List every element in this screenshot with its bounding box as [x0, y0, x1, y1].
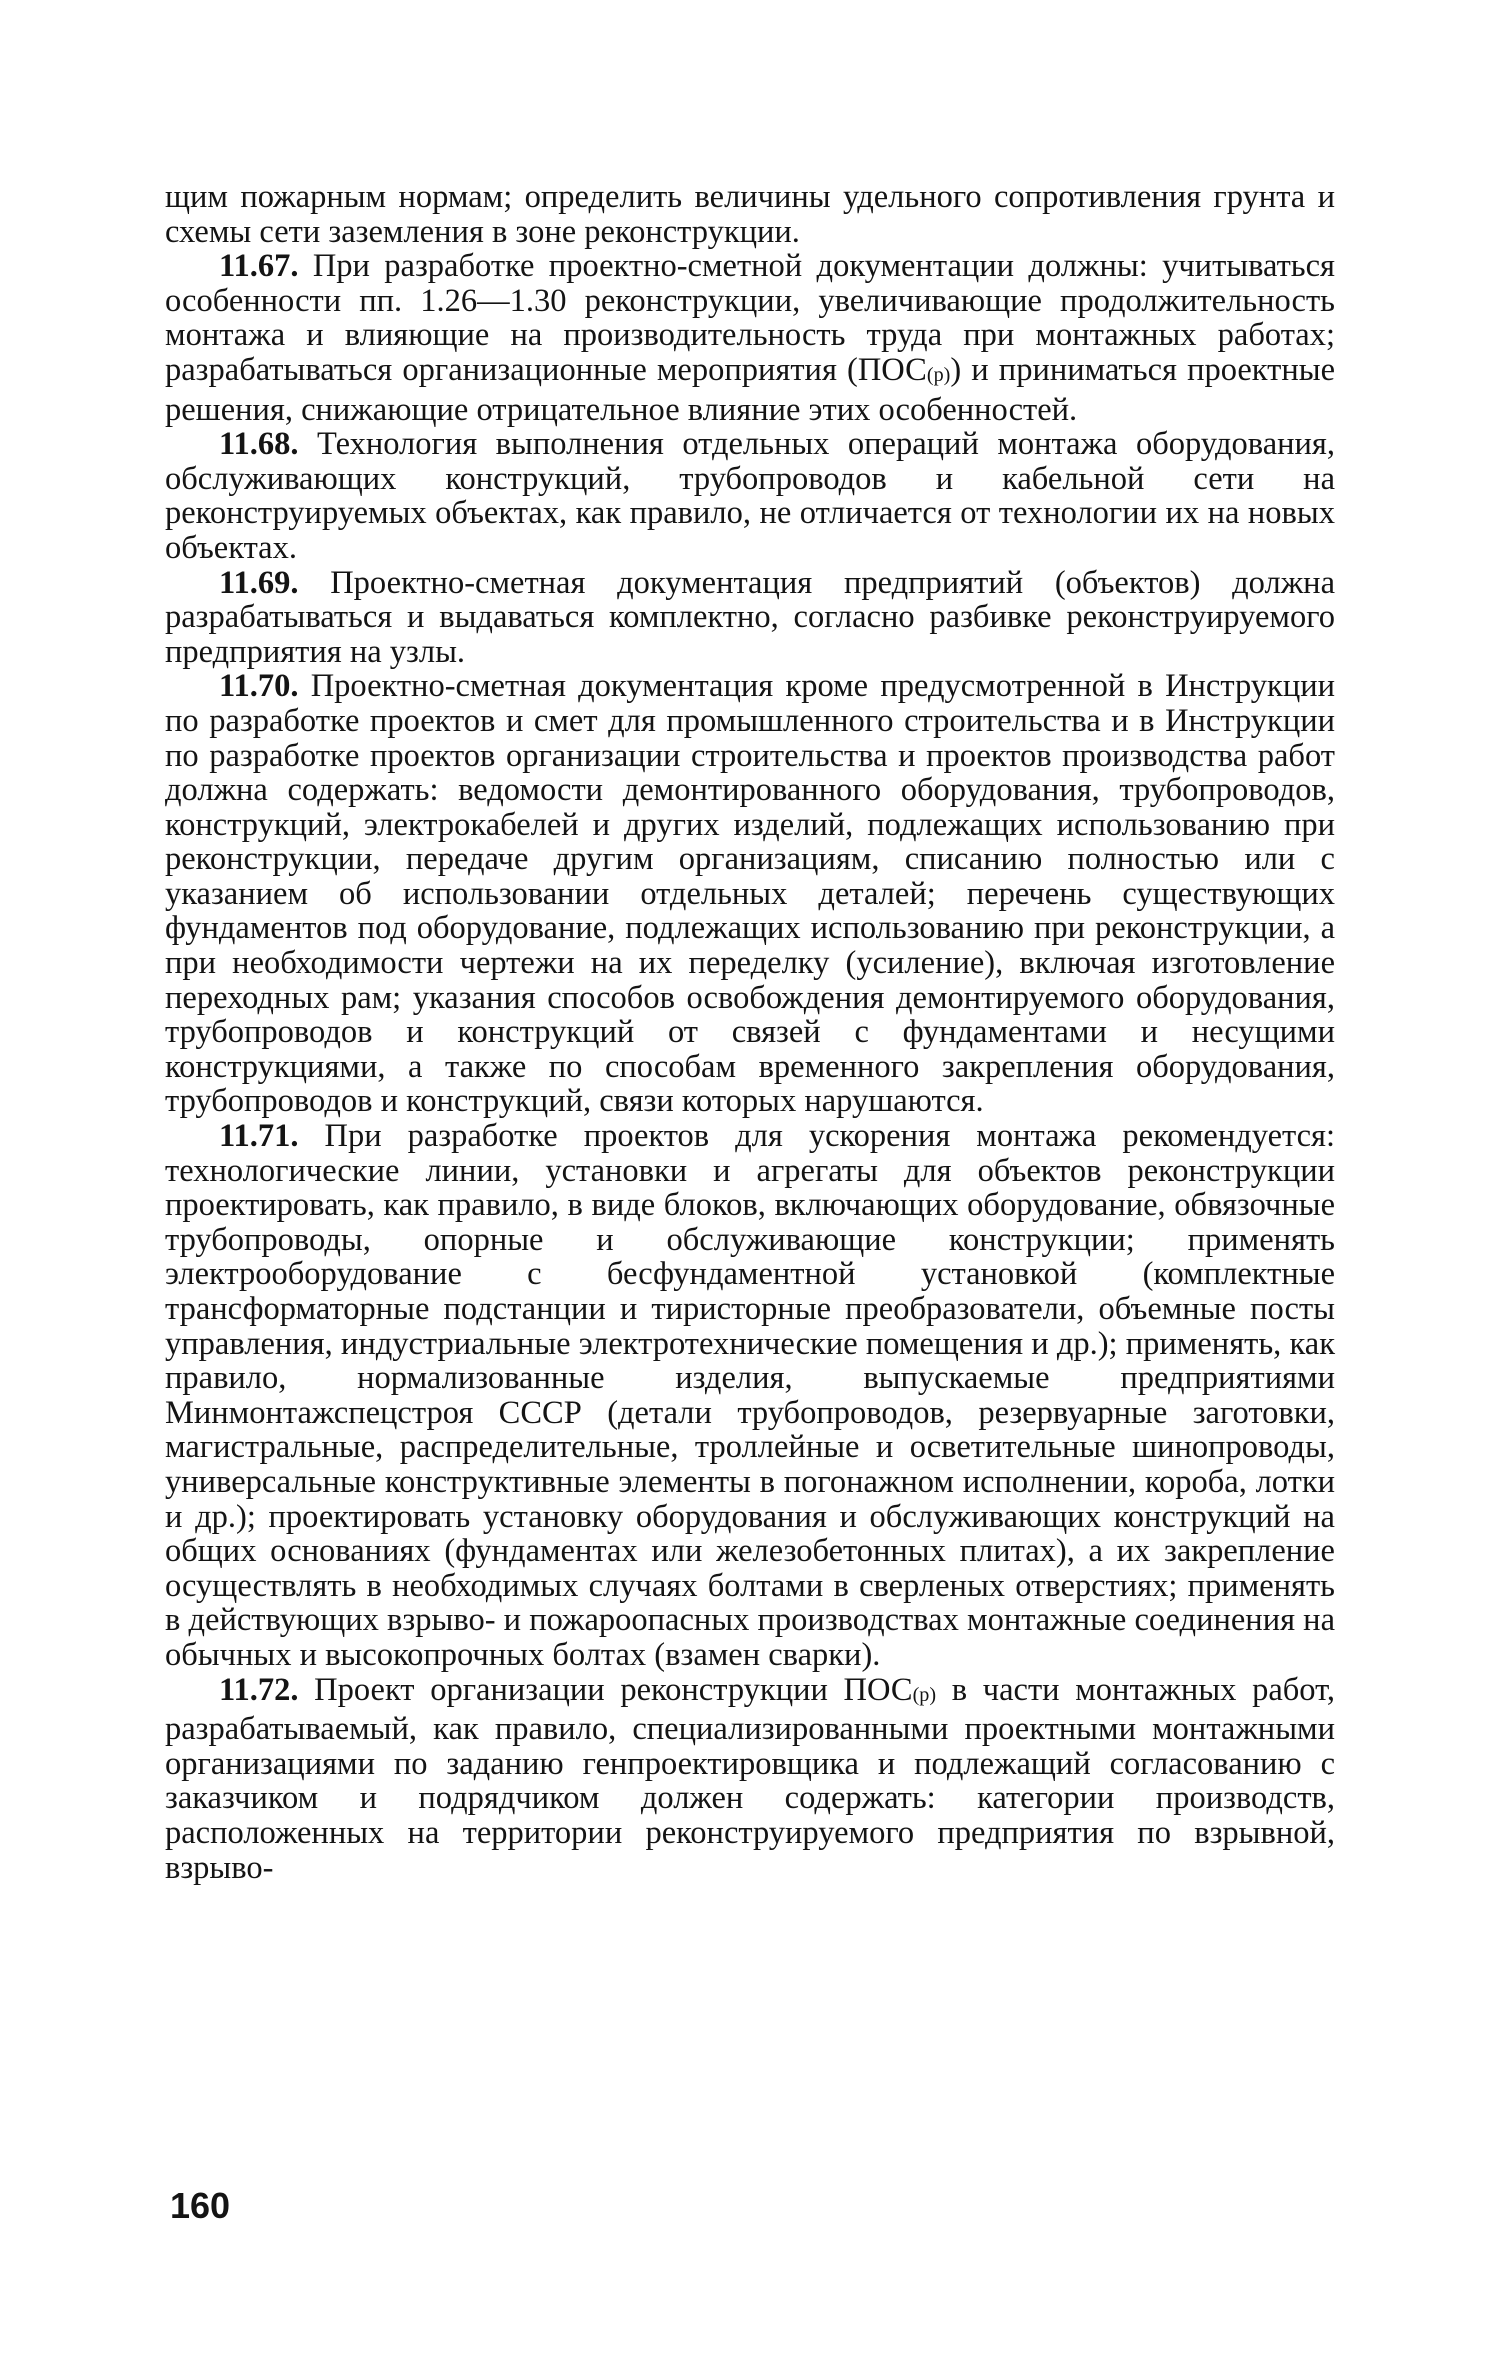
- paragraph-11-71: [165, 1119, 1335, 1673]
- clause-number: 11.67.: [219, 248, 299, 285]
- clause-text: в части монтажных работ, разрабатываемый, как правило, специализированными проектными монтажными организациями по заданию генпроектировщика и подлежащий согласованию с заказчиком и подрядчиком должен содержать: категории производств, расположенных на территории реконструируемого предприятия по взрывной, взрыво-: [165, 1671, 1336, 1886]
- paragraph-11-72: [165, 1673, 1335, 1886]
- continuation-paragraph: щим пожарным нормам; определить величины удельного сопротивления грунта и схемы сети заземления в зоне реконструкции.: [165, 179, 1335, 250]
- clause-text: Технология выполнения отдельных операций монтажа оборудования, обслуживающих конструкций, трубопроводов и кабельной сети на реконструируемых объектах, как правило, не отличается от технологии их на новых объектах.: [165, 426, 1335, 566]
- clause-text: При разработке проектно-сметной документации должны: учитываться особенности пп. 1.26—1.30 реконструкции, увеличивающие продолжительность монтажа и влияющие на производительность труда при монтажных работах; разрабатываться организационные мероприятия (ПОС: [165, 248, 1336, 388]
- clause-text: ) и приниматься проектные решения, снижающие отрицательное влияние этих особенностей.: [165, 351, 1335, 428]
- clause-number: 11.68.: [219, 426, 299, 463]
- clause-number: 11.70.: [219, 668, 299, 705]
- paragraph-11-70: [165, 669, 1335, 1119]
- clause-text: Проектно-сметная документация предприятий (объектов) должна разрабатываться и выдаваться комплектно, согласно разбивке реконструируемого предприятия на узлы.: [165, 564, 1335, 670]
- paragraph-11-69: [165, 566, 1335, 670]
- clause-number: 11.69.: [219, 564, 299, 601]
- clause-text: Проект организации реконструкции ПОС: [314, 1671, 913, 1708]
- body-text: [165, 180, 1335, 1885]
- clause-subscript: (р): [926, 363, 951, 386]
- clause-text: При разработке проектов для ускорения монтажа рекомендуется: технологические линии, установки и агрегаты для объектов реконструкции проектировать, как правило, в виде блоков, включающих оборудование, обвязочные трубопроводы, опорные и обслуживающие конструкции; применять электрооборудование с бесфундаментной установкой (комплектные трансформаторные подстанции и тиристорные преобразователи, объемные посты управления, индустриальные электротехнические помещения и др.); применять, как правило, нормализованные изделия, выпускаемые предприятиями Минмонтажспецстроя СССР (детали трубопроводов, резервуарные заготовки, магистральные, распределительные, троллейные и осветительные шинопроводы, универсальные конструктивные элементы в погонажном исполнении, короба, лотки и др.); проектировать установку оборудования и обслуживающих конструкций на общих основаниях (фундаментах или железобетонных плитах), а их закрепление осуществлять в необходимых случаях болтами в сверленых отверстиях; применять в действующих взрыво- и пожароопасных производствах монтажные соединения на обычных и высокопрочных болтах (взамен сварки).: [165, 1118, 1336, 1673]
- paragraph-11-68: [165, 427, 1335, 565]
- clause-number: 11.72.: [219, 1671, 299, 1708]
- clause-number: 11.71.: [219, 1118, 299, 1155]
- clause-text: Проектно-сметная документация кроме предусмотренной в Инструкции по разработке проектов и смет для промышленного строительства и в Инструкции по разработке проектов организации строительства и проектов производства работ должна содержать: ведомости демонтированного оборудования, трубопроводов, конструкций, электрокабелей и других изделий, подлежащих использованию при реконструкции, передаче другим организациям, списанию полностью или с указанием об использовании отдельных деталей; перечень существующих фундаментов под оборудование, подлежащих использованию при реконструкции, а при необходимости чертежи на их переделку (усиление), включая изготовление переходных рам; указания способов освобождения демонтируемого оборудования, трубопроводов и конструкций от связей с фундаментами и несущими конструкциями, а также по способам временного закрепления оборудования, трубопроводов и конструкций, связи которых нарушаются.: [165, 668, 1335, 1120]
- page-number: 160: [170, 2185, 231, 2226]
- clause-subscript: (р): [912, 1683, 937, 1706]
- paragraph-11-67: [165, 249, 1335, 427]
